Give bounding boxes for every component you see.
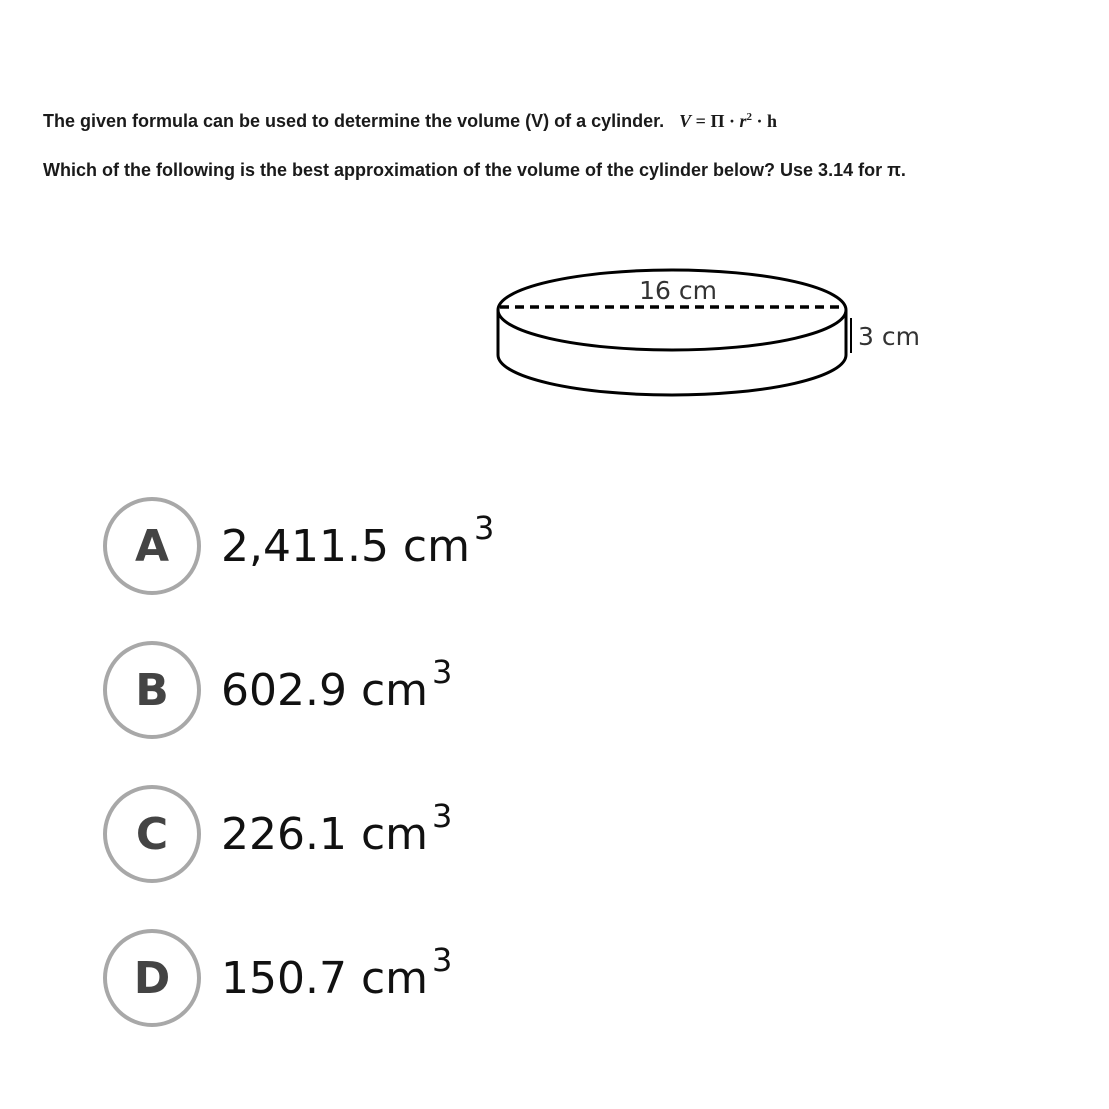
choice-d-letter-circle[interactable]: D	[103, 929, 201, 1027]
choice-b-text	[221, 652, 453, 716]
formula-dot-1: ·	[724, 111, 740, 131]
formula-equals: =	[691, 111, 711, 131]
choice-d-text	[221, 940, 453, 1004]
choice-a-letter-circle[interactable]: A	[103, 497, 201, 595]
formula-r: r	[739, 111, 747, 131]
question-intro-text: The given formula can be used to determine the volume (V) of a cylinder.	[43, 111, 665, 131]
formula-v: V	[679, 111, 692, 131]
choice-c-exponent: 3	[432, 796, 453, 835]
choice-a-text	[221, 508, 495, 572]
formula-h: h	[767, 111, 778, 131]
diameter-label: 16 cm	[639, 276, 717, 305]
choice-d-exponent: 3	[432, 940, 453, 979]
choice-b-value: 602.9 cm	[221, 664, 429, 716]
choice-a-value: 2,411.5 cm	[221, 520, 470, 572]
choice-c-letter-circle[interactable]: C	[103, 785, 201, 883]
choice-c-text	[221, 796, 453, 860]
choice-d-value: 150.7 cm	[221, 952, 429, 1004]
answer-choice-c[interactable]	[103, 782, 452, 886]
answer-choice-a[interactable]	[103, 494, 494, 598]
question-line-2: Which of the following is the best approximation of the volume of the cylinder below? Use 3.14 for π.	[43, 160, 906, 180]
volume-formula	[679, 111, 777, 131]
choice-a-exponent: 3	[473, 508, 495, 547]
answer-choice-d[interactable]	[103, 926, 452, 1030]
answer-choice-b[interactable]	[103, 638, 452, 742]
cylinder-figure	[480, 255, 950, 415]
formula-pi: Π	[710, 111, 725, 131]
choice-b-letter-circle[interactable]: B	[103, 641, 201, 739]
choice-b-exponent: 3	[432, 652, 453, 691]
choice-c-value: 226.1 cm	[221, 808, 429, 860]
cylinder-body	[498, 310, 846, 395]
formula-dot-2: ·	[751, 111, 767, 131]
question-line-1	[43, 111, 777, 132]
height-label: 3 cm	[858, 322, 920, 351]
formula-exponent: 2	[746, 111, 752, 123]
